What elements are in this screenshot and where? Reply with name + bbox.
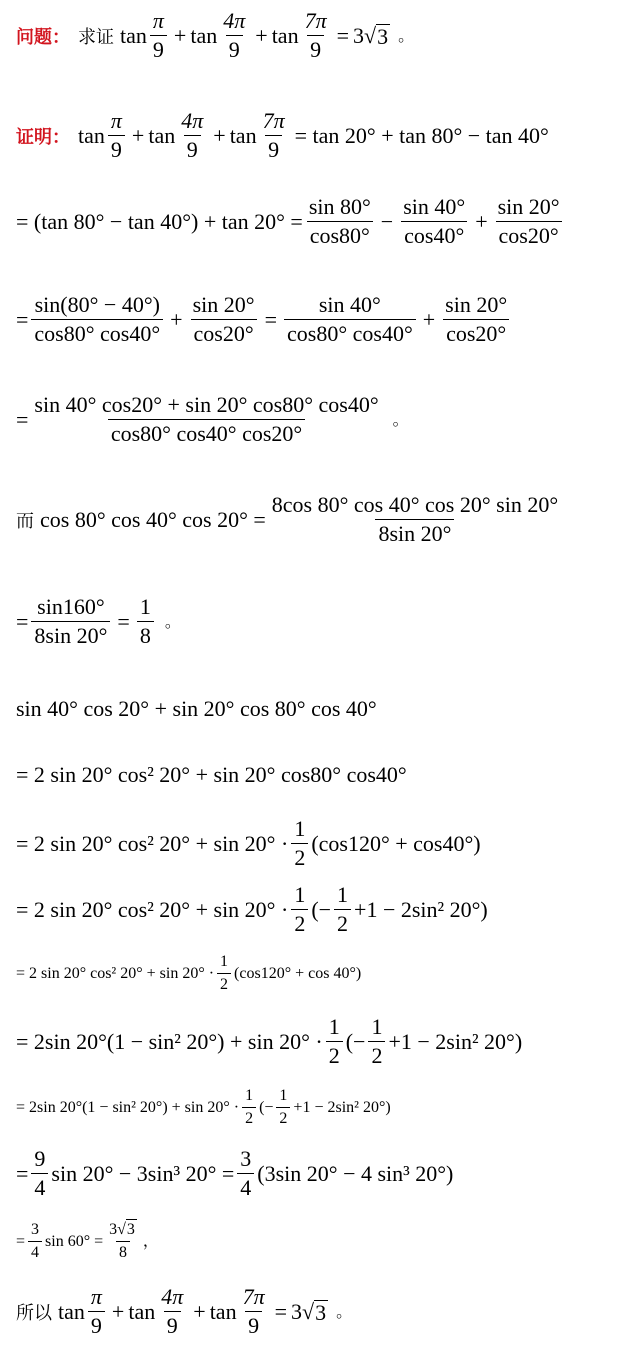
step-line: = 2 sin 20° cos² 20° + sin 20° · $\frac{1}{2}$ (cos120° + cos40°) [16, 816, 481, 870]
step-line: = 2sin 20°(1 − sin² 20°) + sin 20° · $\frac{1}{2}$ (− $\frac{1}{2}$ +1 − 2sin² 20°) [16, 1014, 523, 1068]
step-line: = 2 sin 20° cos² 20° + sin 20° · $\frac{1}{2}$ (cos120° + cos 40°) [16, 953, 362, 993]
step-line: = 2 sin 20° cos² 20° + sin 20° · $\frac{1}{2}$ (− $\frac{1}{2}$ +1 − 2sin² 20°) [16, 882, 488, 936]
proof-first-line: 证明： tan $\frac{\pi}{9}$ + tan $\frac{4\pi}{9}$ + tan $\frac{7\pi}{9}$ = tan 20° + tan 80° − tan 40° [16, 108, 549, 162]
step-line: = $\frac{\sin(80^\circ - 40^\circ)}{\cos 80^\circ \cos 40^\circ}$ + $\frac{\sin 20^\circ}{\cos 20^\circ}$ = $\frac{\sin 40^\circ}{\cos 80^\circ \cos 40^\circ}$ + $\frac{\sin 20^\circ}{\cos 20^\circ}$ [16, 294, 629, 345]
step-line: = 2sin 20°(1 − sin² 20°) + sin 20° · $\frac{1}{2}$ (− $\frac{1}{2}$ +1 − 2sin² 20°) [16, 1087, 391, 1127]
problem-label: 问题： [16, 26, 70, 48]
step-line: 而 cos 80° cos 40° cos 20° = $\frac{8\cos 80^\circ \cos 40^\circ \cos 20^\circ \sin 20^\circ}{8\sin 20^\circ}$ [16, 492, 559, 546]
fraction-4pi-9: $\frac{4\pi}{9}$ [223, 8, 246, 62]
problem-statement [16, 10, 629, 61]
step-line: = $\frac{3}{4}$ sin 60° = $\frac{3√3}{8}$ ， [16, 1221, 159, 1261]
step-line: = 2 sin 20° cos² 20° + sin 20° cos80° cos40° [16, 762, 407, 787]
step-line: = $\frac{\sin 160^\circ}{8\sin 20^\circ}$ = $\frac{1}{8}$ 。 [16, 594, 181, 648]
fraction-7pi-9: $\frac{7\pi}{9}$ [304, 8, 327, 62]
conclusion-line: 所以 tan $\frac{\pi}{9}$ + tan $\frac{4\pi}{9}$ + tan $\frac{7\pi}{9}$ = 3 √ 3 。 [16, 1284, 353, 1338]
step-line: sin 40° cos 20° + sin 20° cos 80° cos 40° [16, 696, 377, 721]
fraction-pi-9: $\frac{\pi}{9}$ [150, 10, 167, 61]
problem-text: 求证 [78, 26, 114, 48]
step-line: = (tan 80° − tan 40°) + tan 20° = $\frac{\sin 80^\circ}{\cos 80^\circ}$ − $\frac{\sin 40^\circ}{\cos 40^\circ}$ + $\frac{\sin 20^\circ}{\cos 20^\circ}$ [16, 196, 629, 247]
step-line: = $\frac{\sin 40^\circ \cos 20^\circ + \sin 20^\circ \cos 80^\circ \cos 40^\circ}{\cos 80^\circ \cos 40^\circ \cos 20^\circ}$ 。 [16, 392, 409, 446]
step-line: = $\frac{9}{4}$ sin 20° − 3sin³ 20° = $\frac{3}{4}$ (3sin 20° − 4 sin³ 20°) [16, 1146, 454, 1200]
problem-equation: tan $\frac{\pi}{9}$ + tan $\frac{4\pi}{9}$ + tan $\frac{7\pi}{9}$ = 3 √ 3 。 [120, 8, 415, 62]
proof-rhs: = tan 20° + tan 80° − tan 40° [294, 122, 549, 148]
proof-label: 证明： [16, 126, 70, 148]
